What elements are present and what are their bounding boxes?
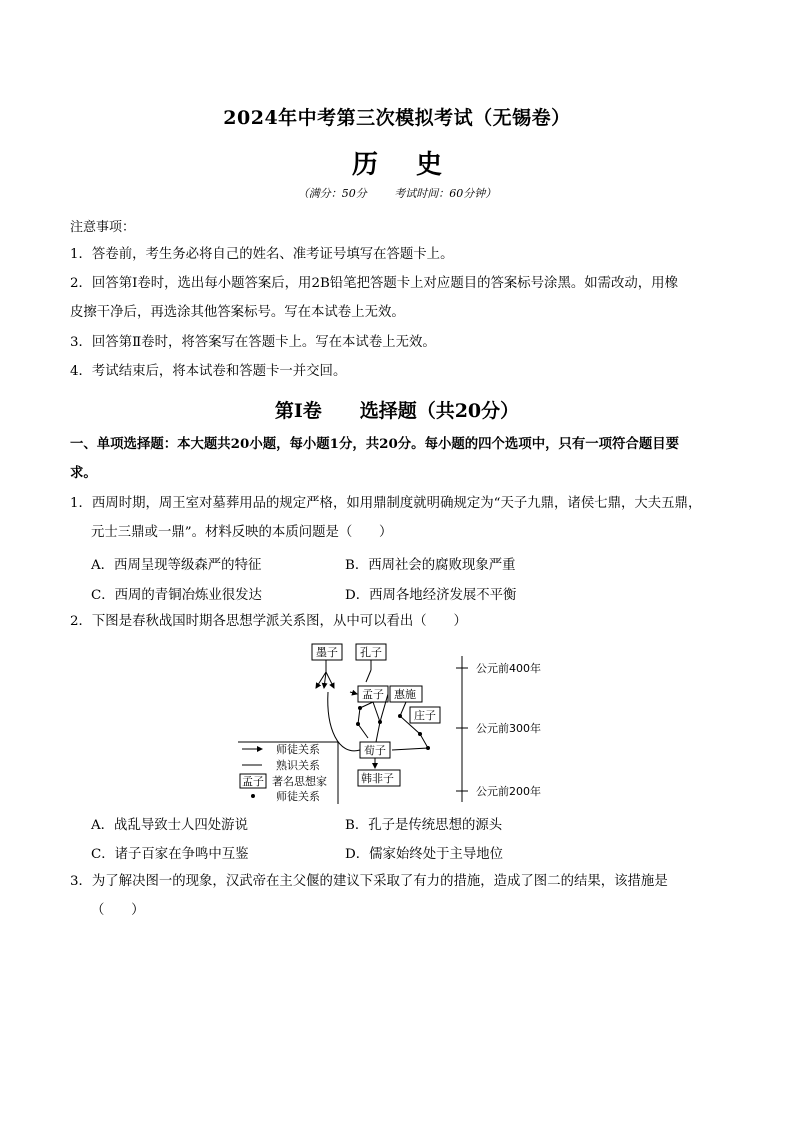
exam-time: 考试时间：60分钟）: [394, 187, 497, 200]
legend-box-text: 著名思想家: [272, 775, 327, 788]
label-hanfeizi: 韩非子: [361, 772, 394, 785]
q1-option-d: D．西周各地经济发展不平衡: [345, 588, 517, 603]
label-mozi: 墨子: [316, 646, 338, 659]
section-instruction-cont: 求。: [70, 465, 97, 481]
school-relationship-diagram: [230, 638, 570, 810]
legend-box-label: 孟子: [242, 775, 264, 788]
legend-line-text: 熟识关系: [276, 759, 320, 772]
legend-dot-text: 师徒关系: [276, 790, 320, 803]
q3-stem-cont: （ ）: [91, 903, 145, 918]
q2-option-d: D．儒家始终处于主导地位: [345, 847, 504, 862]
q3-stem: 3．为了解决图一的现象，汉武帝在主父偃的建议下采取了有力的措施，造成了图二的结果，该措施是: [70, 874, 668, 889]
label-200bc: 公元前200年: [476, 785, 541, 798]
label-mengzi: 孟子: [362, 688, 384, 701]
note-item: 2．回答第Ⅰ卷时，选出每小题答案后，用2B铅笔把答题卡上对应题目的答案标号涂黑。如需改动，用橡: [70, 276, 678, 291]
q1-option-a: A．西周呈现等级森严的特征: [91, 558, 262, 573]
subject-title: 历史: [351, 150, 480, 180]
q2-stem: 2．下图是春秋战国时期各思想学派关系图，从中可以看出（ ）: [70, 614, 467, 629]
q1-stem: 1．西周时期，周王室对墓葬用品的规定严格，如用鼎制度就明确规定为“天子九鼎，诸侯七鼎，大夫五鼎，: [70, 496, 702, 511]
q1-option-c: C．西周的青铜冶炼业很发达: [91, 588, 262, 603]
note-item: 4．考试结束后，将本试卷和答题卡一并交回。: [70, 364, 347, 379]
label-xunzi: 荀子: [364, 744, 386, 757]
section-instruction: 一、单项选择题：本大题共20小题，每小题1分，共20分。每小题的四个选项中，只有一项符合题目要: [70, 436, 679, 452]
exam-title: 2024年中考第三次模拟考试（无锡卷）: [223, 107, 571, 129]
note-item: 3．回答第Ⅱ卷时，将答案写在答题卡上。写在本试卷上无效。: [70, 335, 436, 350]
label-huishi: 惠施: [394, 688, 416, 701]
full-score: （满分：50分: [297, 187, 367, 200]
q2-option-b: B．孔子是传统思想的源头: [345, 818, 503, 833]
q2-option-c: C．诸子百家在争鸣中互鉴: [91, 847, 249, 862]
q1-stem-cont: 元士三鼎或一鼎”。材料反映的本质问题是（ ）: [91, 525, 393, 540]
label-400bc: 公元前400年: [476, 662, 541, 675]
notes-heading: 注意事项：: [70, 220, 136, 235]
label-300bc: 公元前300年: [476, 722, 541, 735]
note-item: 皮擦干净后，再选涂其他答案标号。写在本试卷上无效。: [70, 305, 405, 320]
legend-dot: [251, 794, 255, 798]
label-zhuangzi: 庄子: [414, 709, 436, 722]
label-kongzi: 孔子: [360, 646, 382, 659]
q1-option-b: B．西周社会的腐败现象严重: [345, 558, 516, 573]
legend-arrow-text: 师徒关系: [276, 743, 320, 756]
section-title: 第Ⅰ卷 选择题（共20分）: [274, 400, 520, 422]
exam-meta: [0, 185, 794, 201]
q2-option-a: A．战乱导致士人四处游说: [91, 818, 248, 833]
note-item: 1．答卷前，考生务必将自己的姓名、准考证号填写在答题卡上。: [70, 247, 454, 262]
